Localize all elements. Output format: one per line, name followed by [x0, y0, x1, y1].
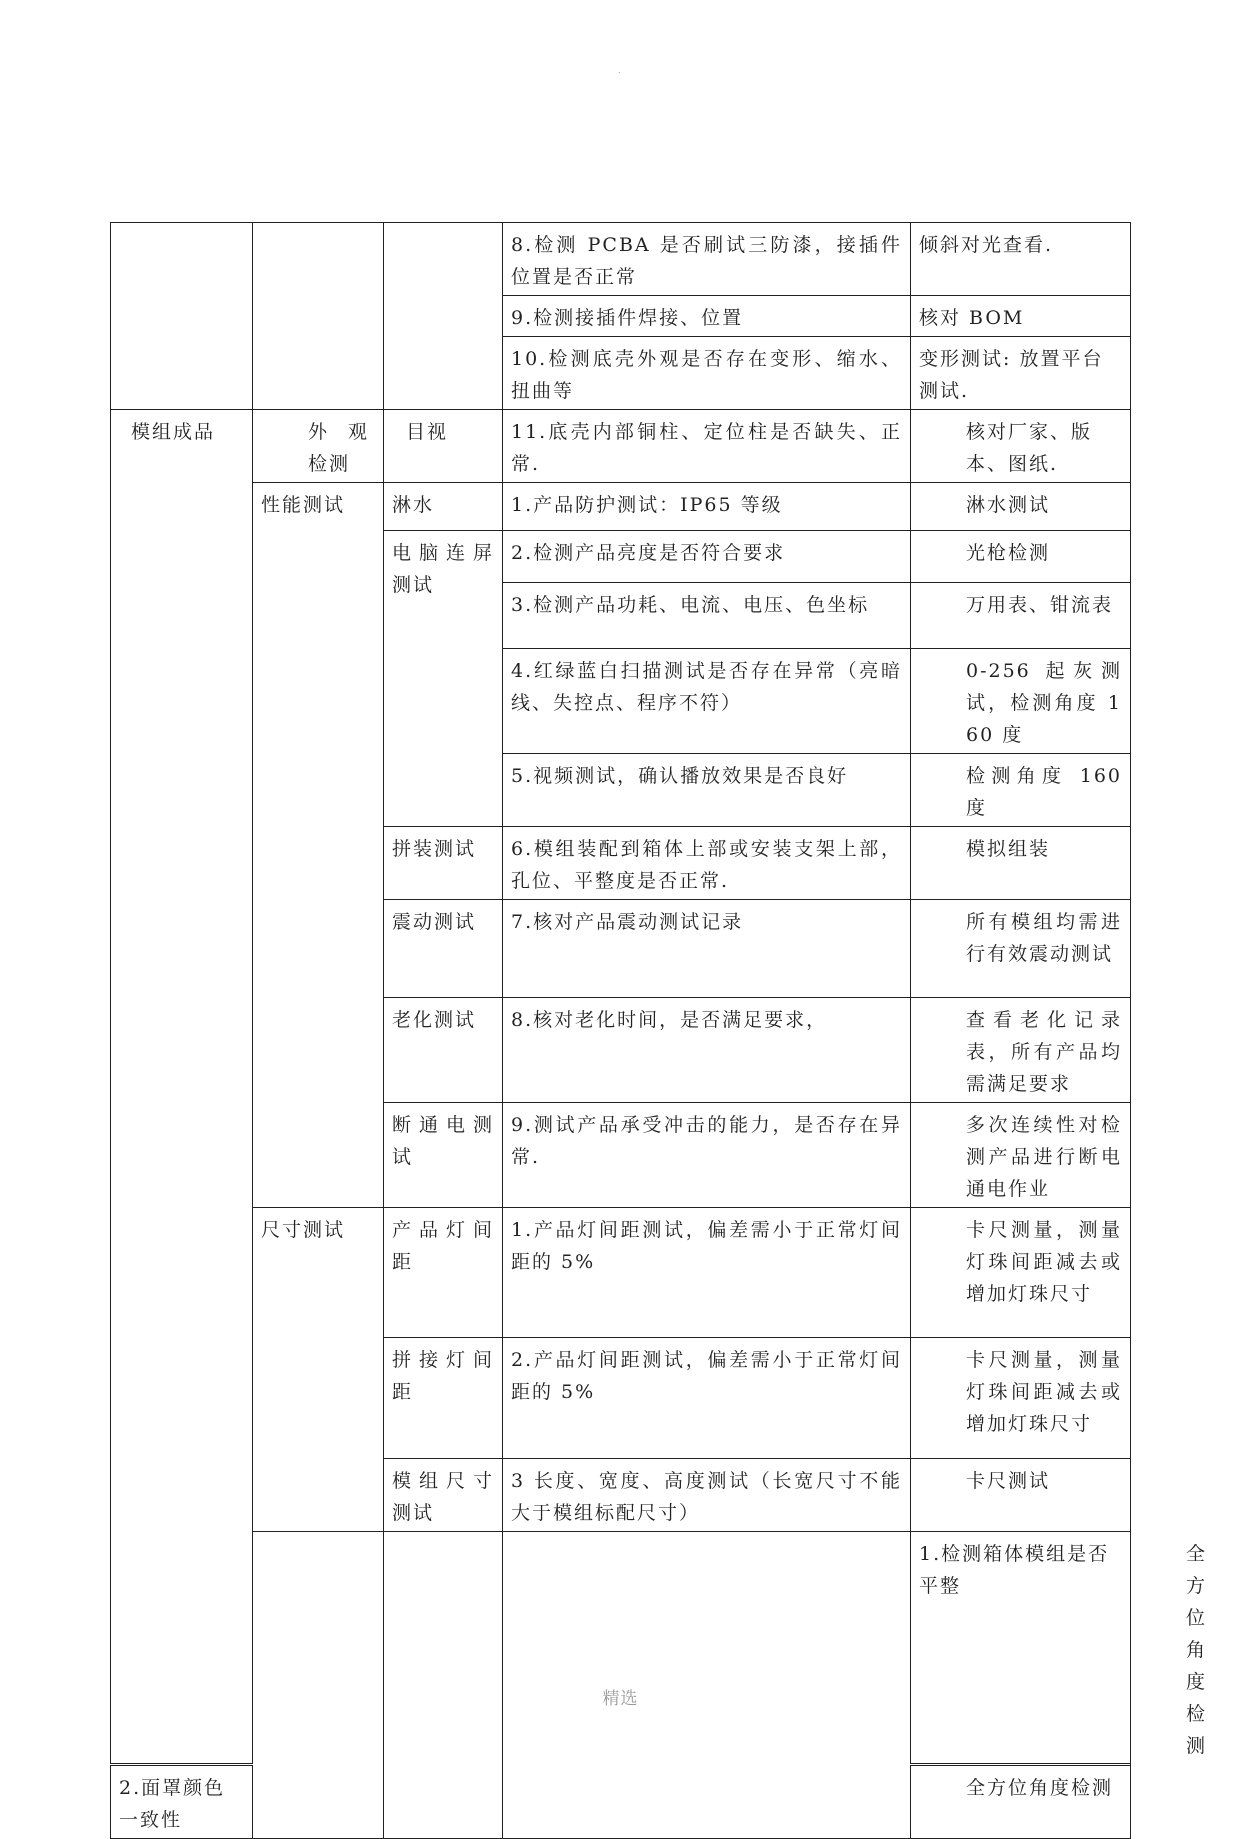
check-item: 4.红绿蓝白扫描测试是否存在异常（亮暗线、失控点、程序不符） — [503, 649, 911, 754]
sub-cell: 电脑连屏测试 — [384, 531, 503, 827]
sub-cell-empty — [384, 223, 503, 410]
check-method: 万用表、钳流表 — [911, 583, 1131, 649]
check-item: 8.核对老化时间，是否满足要求， — [503, 998, 911, 1103]
check-method: 卡尺测量，测量灯珠间距减去或增加灯珠尺寸 — [911, 1208, 1131, 1338]
check-method: 模拟组装 — [911, 827, 1131, 900]
table-row: 1.检测箱体模组是否平整 全方位角度检测 — [111, 1532, 1131, 1765]
sub-cell: 淋水 — [384, 483, 503, 531]
check-item: 1.产品防护测试：IP65 等级 — [503, 483, 911, 531]
group-cell: 性能测试 — [253, 483, 384, 1208]
table-row — [111, 410, 1131, 483]
sub-cell: 目视 — [384, 410, 503, 483]
category-cell: 模组成品 — [111, 410, 253, 1765]
check-method: 查看老化记录表，所有产品均需满足要求 — [911, 998, 1131, 1103]
check-method: 淋水测试 — [911, 483, 1131, 531]
table-row — [111, 223, 1131, 296]
sub-cell: 老化测试 — [384, 998, 503, 1103]
inspection-table — [110, 222, 1208, 1839]
check-method: 所有模组均需进行有效震动测试 — [911, 900, 1131, 998]
check-item: 1.产品灯间距测试，偏差需小于正常灯间距的 5% — [503, 1208, 911, 1338]
sub-cell: 产品灯间距 — [384, 1208, 503, 1338]
table-row — [111, 483, 1131, 531]
table-row — [111, 1208, 1131, 1338]
sub-cell: 震动测试 — [384, 900, 503, 998]
check-item: 8.检测 PCBA 是否刷试三防漆，接插件位置是否正常 — [503, 223, 911, 296]
check-method: 核对 BOM — [911, 296, 1131, 337]
check-method: 0-256 起灰测试，检测角度 160 度 — [911, 649, 1131, 754]
check-method: 倾斜对光查看. — [911, 223, 1131, 296]
check-item: 11.底壳内部铜柱、定位柱是否缺失、正常. — [503, 410, 911, 483]
sub-cell: 拼接灯间距 — [384, 1338, 503, 1459]
check-method: 检测角度 160 度 — [911, 754, 1131, 827]
sub-cell: 模组尺寸测试 — [384, 1459, 503, 1532]
header-dot: . — [618, 66, 621, 75]
check-method: 全方位角度检测 — [911, 1765, 1131, 1839]
sub-cell: 拼装测试 — [384, 827, 503, 900]
page-footer: 精选 — [602, 1689, 639, 1709]
check-method: 光枪检测 — [911, 531, 1131, 583]
check-item: 2.产品灯间距测试，偏差需小于正常灯间距的 5% — [503, 1338, 911, 1459]
check-item: 3 长度、宽度、高度测试（长宽尺寸不能大于模组标配尺寸） — [503, 1459, 911, 1532]
sub-cell: 断通电测试 — [384, 1103, 503, 1208]
category-cell-empty — [111, 223, 253, 410]
group-cell: 尺寸测试 — [253, 1208, 384, 1532]
check-item: 2.面罩颜色一致性 — [111, 1765, 253, 1839]
check-item: 5.视频测试，确认播放效果是否良好 — [503, 754, 911, 827]
check-method: 卡尺测量，测量灯珠间距减去或增加灯珠尺寸 — [911, 1338, 1131, 1459]
check-item: 9.测试产品承受冲击的能力，是否存在异常. — [503, 1103, 911, 1208]
check-item: 2.检测产品亮度是否符合要求 — [503, 531, 911, 583]
check-method: 变形测试: 放置平台测试. — [911, 337, 1131, 410]
check-item: 9.检测接插件焊接、位置 — [503, 296, 911, 337]
check-method: 核对厂家、版本、图纸. — [911, 410, 1131, 483]
check-item: 10.检测底壳外观是否存在变形、缩水、扭曲等 — [503, 337, 911, 410]
check-item: 7.核对产品震动测试记录 — [503, 900, 911, 998]
check-method: 多次连续性对检测产品进行断电通电作业 — [911, 1103, 1131, 1208]
check-method: 卡尺测试 — [911, 1459, 1131, 1532]
group-cell: 外 观检测 — [253, 410, 384, 483]
check-item: 3.检测产品功耗、电流、电压、色坐标 — [503, 583, 911, 649]
group-cell-empty — [253, 223, 384, 410]
check-item: 1.检测箱体模组是否平整 — [911, 1532, 1131, 1765]
check-item: 6.模组装配到箱体上部或安装支架上部，孔位、平整度是否正常. — [503, 827, 911, 900]
